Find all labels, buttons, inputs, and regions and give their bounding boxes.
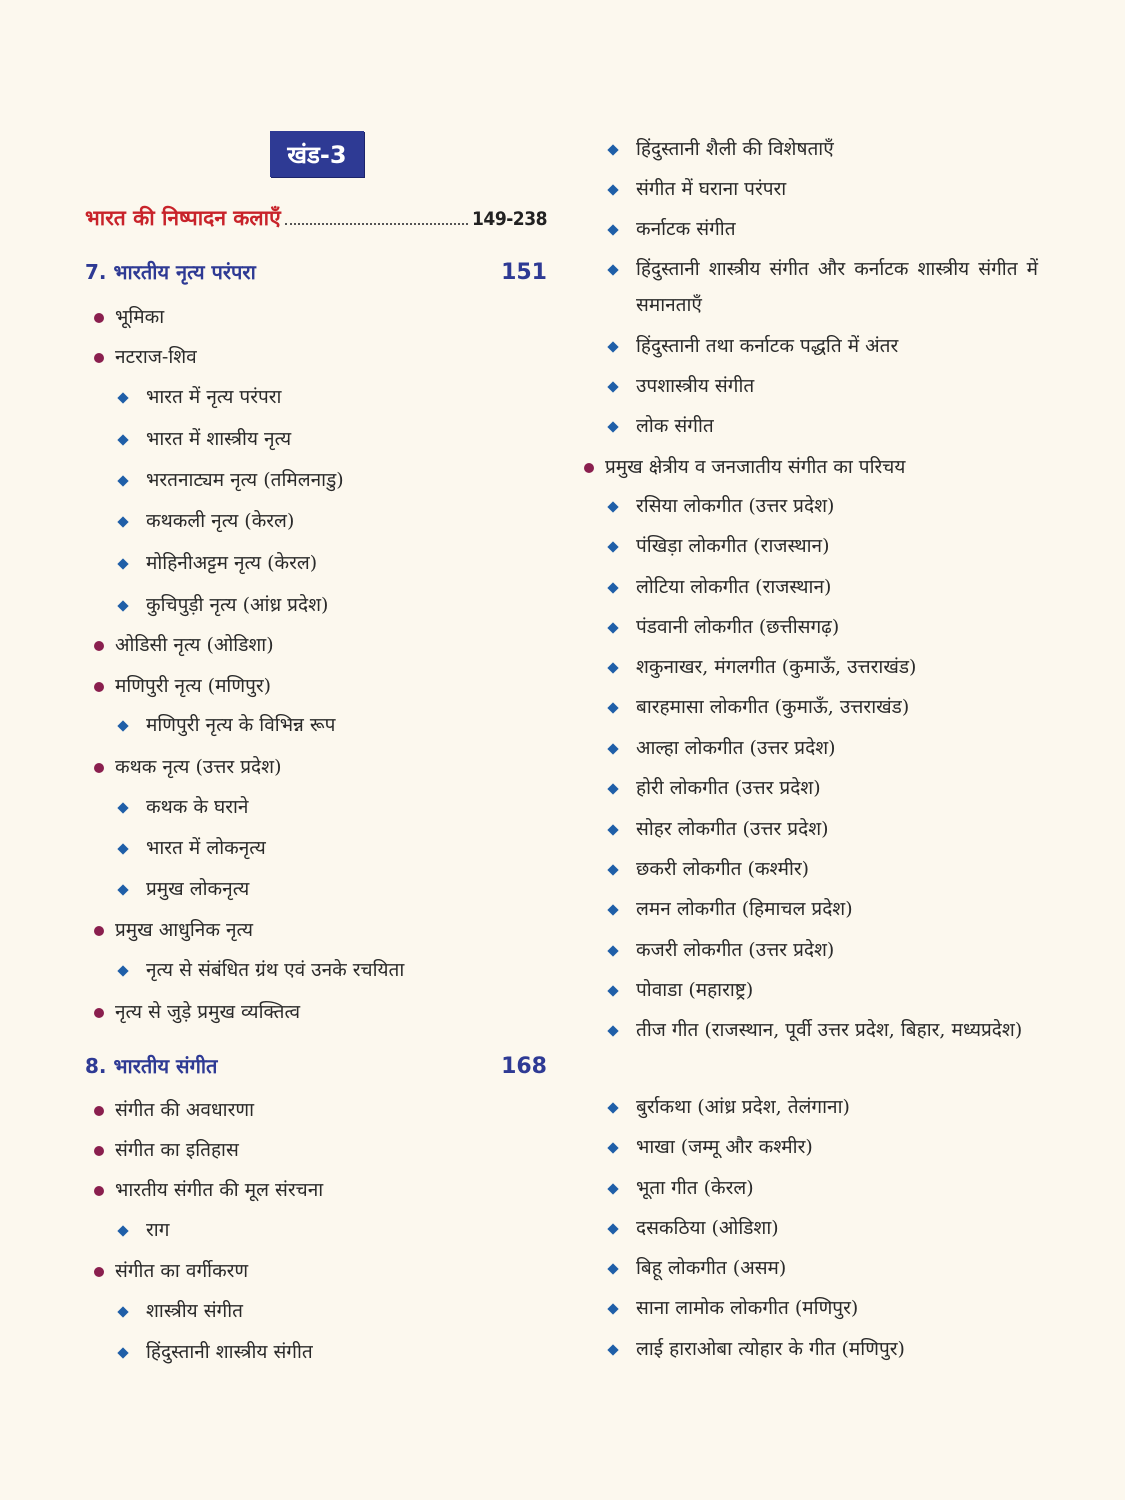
chapter-number: 7. [85, 260, 107, 284]
list-item: पोवाडा (महाराष्ट्र) [608, 972, 753, 1008]
list-item: कथकली नृत्य (केरल) [118, 503, 294, 539]
leader-dots [285, 222, 468, 225]
bullet-dot-icon [94, 1008, 104, 1018]
list-item: भाखा (जम्मू और कश्मीर) [608, 1129, 813, 1165]
bullet-dot-icon [94, 926, 104, 936]
bullet-diamond-icon [607, 864, 618, 875]
part-title: भारत की निष्पादन कलाएँ [85, 206, 281, 230]
bullet-diamond-icon [607, 341, 618, 352]
list-item: हिंदुस्तानी शास्त्रीय संगीत और कर्नाटक शास्त्रीय संगीत में समानताएँ [608, 251, 1038, 323]
bullet-dot-icon [94, 682, 104, 692]
list-item: होरी लोकगीत (उत्तर प्रदेश) [608, 770, 821, 806]
bullet-diamond-icon [117, 558, 128, 569]
bullet-dot-icon [94, 641, 104, 651]
chapter-page: 151 [501, 260, 547, 285]
bullet-diamond-icon [607, 904, 618, 915]
list-item: भारत में नृत्य परंपरा [118, 379, 281, 415]
bullet-diamond-icon [117, 802, 128, 813]
bullet-diamond-icon [607, 144, 618, 155]
bullet-diamond-icon [117, 843, 128, 854]
bullet-diamond-icon [607, 224, 618, 235]
list-item: बिहू लोकगीत (असम) [608, 1250, 786, 1286]
chapter-8-heading [85, 1052, 547, 1079]
bullet-diamond-icon [607, 1344, 618, 1355]
bullet-diamond-icon [607, 824, 618, 835]
list-item: रसिया लोकगीत (उत्तर प्रदेश) [608, 488, 834, 524]
part-page-range: 149-238 [472, 208, 547, 230]
bullet-diamond-icon [607, 985, 618, 996]
bullet-dot-icon [94, 1186, 104, 1196]
list-item: हिंदुस्तानी शास्त्रीय संगीत [118, 1334, 313, 1370]
bullet-diamond-icon [117, 1347, 128, 1358]
list-item: कुचिपुड़ी नृत्य (आंध्र प्रदेश) [118, 587, 328, 623]
list-item: राग [118, 1212, 169, 1248]
chapter-number: 8. [85, 1054, 107, 1078]
list-item: उपशास्त्रीय संगीत [608, 368, 754, 404]
bullet-diamond-icon [607, 1223, 618, 1234]
list-item: हिंदुस्तानी तथा कर्नाटक पद्धति में अंतर [608, 328, 898, 364]
list-item: प्रमुख क्षेत्रीय व जनजातीय संगीत का परिचय [584, 449, 905, 485]
bullet-diamond-icon [607, 783, 618, 794]
bullet-diamond-icon [607, 1142, 618, 1153]
list-item: भारत में लोकनृत्य [118, 830, 266, 866]
list-item: नटराज-शिव [94, 339, 197, 375]
bullet-diamond-icon [117, 1225, 128, 1236]
chapter-page: 168 [501, 1054, 547, 1079]
bullet-diamond-icon [607, 541, 618, 552]
list-item: पंखिड़ा लोकगीत (राजस्थान) [608, 528, 830, 564]
bullet-diamond-icon [607, 662, 618, 673]
list-item: छकरी लोकगीत (कश्मीर) [608, 851, 809, 887]
list-item: संगीत की अवधारणा [94, 1092, 254, 1128]
list-item: संगीत का इतिहास [94, 1132, 239, 1168]
list-item: तीज गीत (राजस्थान, पूर्वी उत्तर प्रदेश, बिहार, मध्यप्रदेश) [608, 1012, 1038, 1048]
list-item: पंडवानी लोकगीत (छत्तीसगढ़) [608, 609, 839, 645]
section-badge: खंड-3 [270, 131, 364, 177]
list-item: भारत में शास्त्रीय नृत्य [118, 421, 291, 457]
list-item: हिंदुस्तानी शैली की विशेषताएँ [608, 131, 834, 167]
bullet-diamond-icon [607, 264, 618, 275]
bullet-diamond-icon [607, 702, 618, 713]
bullet-dot-icon [94, 353, 104, 363]
bullet-diamond-icon [607, 184, 618, 195]
list-item: शकुनाखर, मंगलगीत (कुमाऊँ, उत्तराखंड) [608, 649, 916, 685]
bullet-diamond-icon [117, 884, 128, 895]
bullet-diamond-icon [607, 1183, 618, 1194]
list-item: भारतीय संगीत की मूल संरचना [94, 1172, 323, 1208]
bullet-diamond-icon [607, 1025, 618, 1036]
bullet-diamond-icon [117, 1306, 128, 1317]
list-item: कथक नृत्य (उत्तर प्रदेश) [94, 749, 281, 785]
bullet-diamond-icon [117, 516, 128, 527]
bullet-dot-icon [94, 1146, 104, 1156]
list-item: लोटिया लोकगीत (राजस्थान) [608, 569, 831, 605]
list-item: भूमिका [94, 299, 164, 335]
bullet-diamond-icon [607, 381, 618, 392]
list-item: नृत्य से जुड़े प्रमुख व्यक्तित्व [94, 994, 300, 1030]
bullet-dot-icon [94, 763, 104, 773]
bullet-diamond-icon [117, 475, 128, 486]
bullet-dot-icon [94, 1106, 104, 1116]
list-item: संगीत का वर्गीकरण [94, 1253, 248, 1289]
list-item: प्रमुख आधुनिक नृत्य [94, 912, 253, 948]
list-item: दसकठिया (ओडिशा) [608, 1210, 779, 1246]
list-item: बारहमासा लोकगीत (कुमाऊँ, उत्तराखंड) [608, 689, 909, 725]
list-item: आल्हा लोकगीत (उत्तर प्रदेश) [608, 730, 836, 766]
bullet-diamond-icon [607, 501, 618, 512]
chapter-title: भारतीय नृत्य परंपरा [113, 260, 256, 284]
bullet-dot-icon [94, 1267, 104, 1277]
bullet-diamond-icon [607, 622, 618, 633]
bullet-diamond-icon [607, 743, 618, 754]
bullet-diamond-icon [607, 1303, 618, 1314]
bullet-diamond-icon [117, 600, 128, 611]
bullet-diamond-icon [117, 720, 128, 731]
bullet-diamond-icon [607, 421, 618, 432]
bullet-dot-icon [94, 313, 104, 323]
chapter-title: भारतीय संगीत [113, 1054, 218, 1078]
list-item: सोहर लोकगीत (उत्तर प्रदेश) [608, 811, 829, 847]
bullet-diamond-icon [117, 434, 128, 445]
chapter-7-heading [85, 258, 547, 285]
bullet-diamond-icon [607, 1102, 618, 1113]
bullet-diamond-icon [607, 582, 618, 593]
list-item: बुर्राकथा (आंध्र प्रदेश, तेलंगाना) [608, 1089, 850, 1125]
list-item: भूता गीत (केरल) [608, 1170, 754, 1206]
list-item: लाई हाराओबा त्योहार के गीत (मणिपुर) [608, 1331, 905, 1367]
bullet-diamond-icon [117, 392, 128, 403]
bullet-diamond-icon [607, 945, 618, 956]
bullet-diamond-icon [117, 965, 128, 976]
list-item: मणिपुरी नृत्य (मणिपुर) [94, 668, 271, 704]
list-item: कजरी लोकगीत (उत्तर प्रदेश) [608, 932, 834, 968]
list-item: संगीत में घराना परंपरा [608, 171, 786, 207]
list-item: नृत्य से संबंधित ग्रंथ एवं उनके रचयिता [118, 952, 404, 988]
list-item: मणिपुरी नृत्य के विभिन्न रूप [118, 707, 335, 743]
list-item: लोक संगीत [608, 408, 714, 444]
list-item: कर्नाटक संगीत [608, 211, 736, 247]
bullet-diamond-icon [607, 1263, 618, 1274]
part-heading [85, 204, 547, 232]
list-item: प्रमुख लोकनृत्य [118, 871, 249, 907]
list-item: मोहिनीअट्टम नृत्य (केरल) [118, 545, 317, 581]
list-item: लमन लोकगीत (हिमाचल प्रदेश) [608, 891, 853, 927]
bullet-dot-icon [584, 463, 594, 473]
list-item: ओडिसी नृत्य (ओडिशा) [94, 627, 274, 663]
list-item: कथक के घराने [118, 789, 248, 825]
list-item: भरतनाट्यम नृत्य (तमिलनाडु) [118, 462, 344, 498]
list-item: शास्त्रीय संगीत [118, 1293, 243, 1329]
list-item: साना लामोक लोकगीत (मणिपुर) [608, 1290, 858, 1326]
